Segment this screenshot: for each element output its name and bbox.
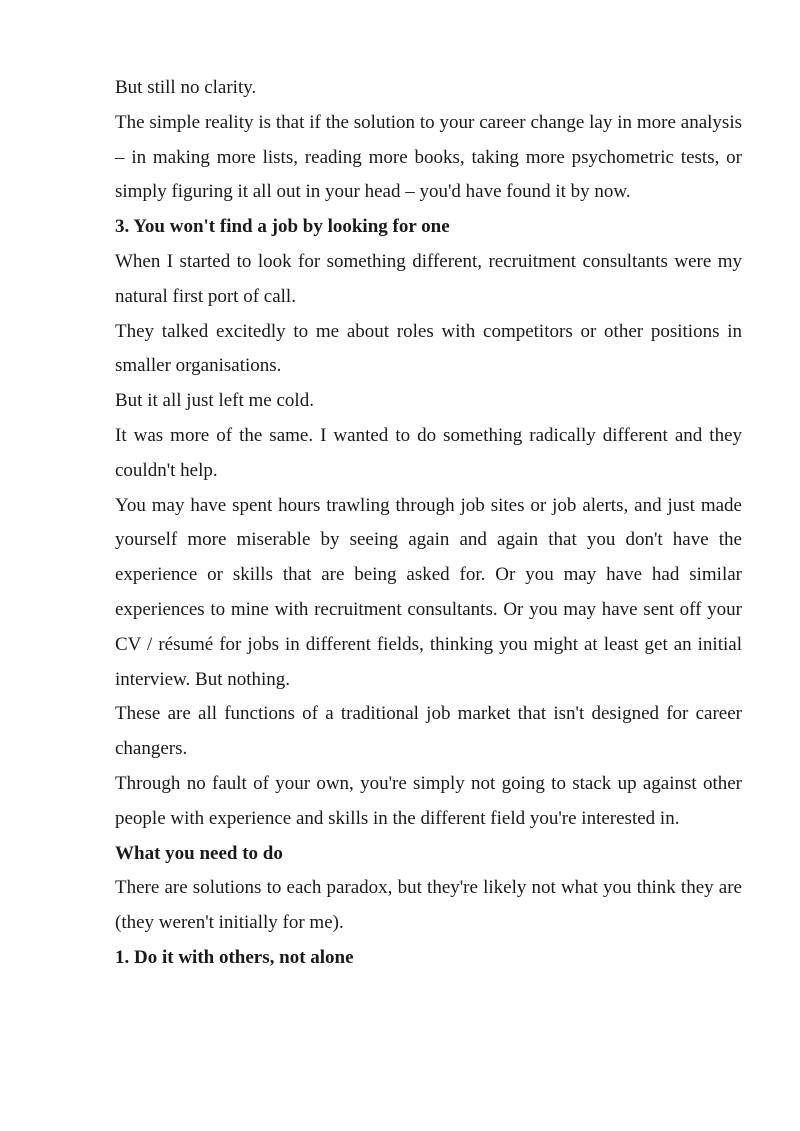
paragraph-recruitment-consultants: When I started to look for something different, recruitment consultants were my natural first port of call. bbox=[115, 250, 742, 307]
paragraph-no-clarity: But still no clarity. bbox=[115, 77, 257, 98]
paragraph-talked-excitedly: They talked excitedly to me about roles with competitors or other positions in smaller organisations. bbox=[115, 320, 742, 377]
heading-do-it-with-others: 1. Do it with others, not alone bbox=[115, 946, 354, 968]
document-page bbox=[115, 71, 742, 976]
paragraph-job-sites: You may have spent hours trawling through job sites or job alerts, and just made yourself more miserable by seeing again and again that you don't have the experience or skills that are being asked for. Or you may have had similar experiences to mine with recruitment consultants. Or you may have sent off your CV / résumé for jobs in different fields, thinking you might at least get an initial interview. But nothing. bbox=[115, 494, 742, 690]
paragraph-simple-reality: The simple reality is that if the solution to your career change lay in more analysis – in making more lists, reading more books, taking more psychometric tests, or simply figuring it all out in your head – you'd have found it by now. bbox=[115, 111, 742, 203]
paragraph-left-me-cold: But it all just left me cold. bbox=[115, 390, 314, 412]
heading-paradox-3: 3. You won't find a job by looking for one bbox=[115, 216, 450, 238]
paragraph-more-of-same: It was more of the same. I wanted to do something radically different and they couldn't help. bbox=[115, 424, 742, 481]
paragraph-no-fault: Through no fault of your own, you're simply not going to stack up against other people with experience and skills in the different field you're interested in. bbox=[115, 772, 742, 829]
paragraph-solutions: There are solutions to each paradox, but they're likely not what you think they are (they weren't initially for me). bbox=[115, 877, 742, 934]
heading-what-you-need: What you need to do bbox=[115, 842, 283, 864]
paragraph-traditional-market: These are all functions of a traditional job market that isn't designed for career changers. bbox=[115, 703, 742, 760]
